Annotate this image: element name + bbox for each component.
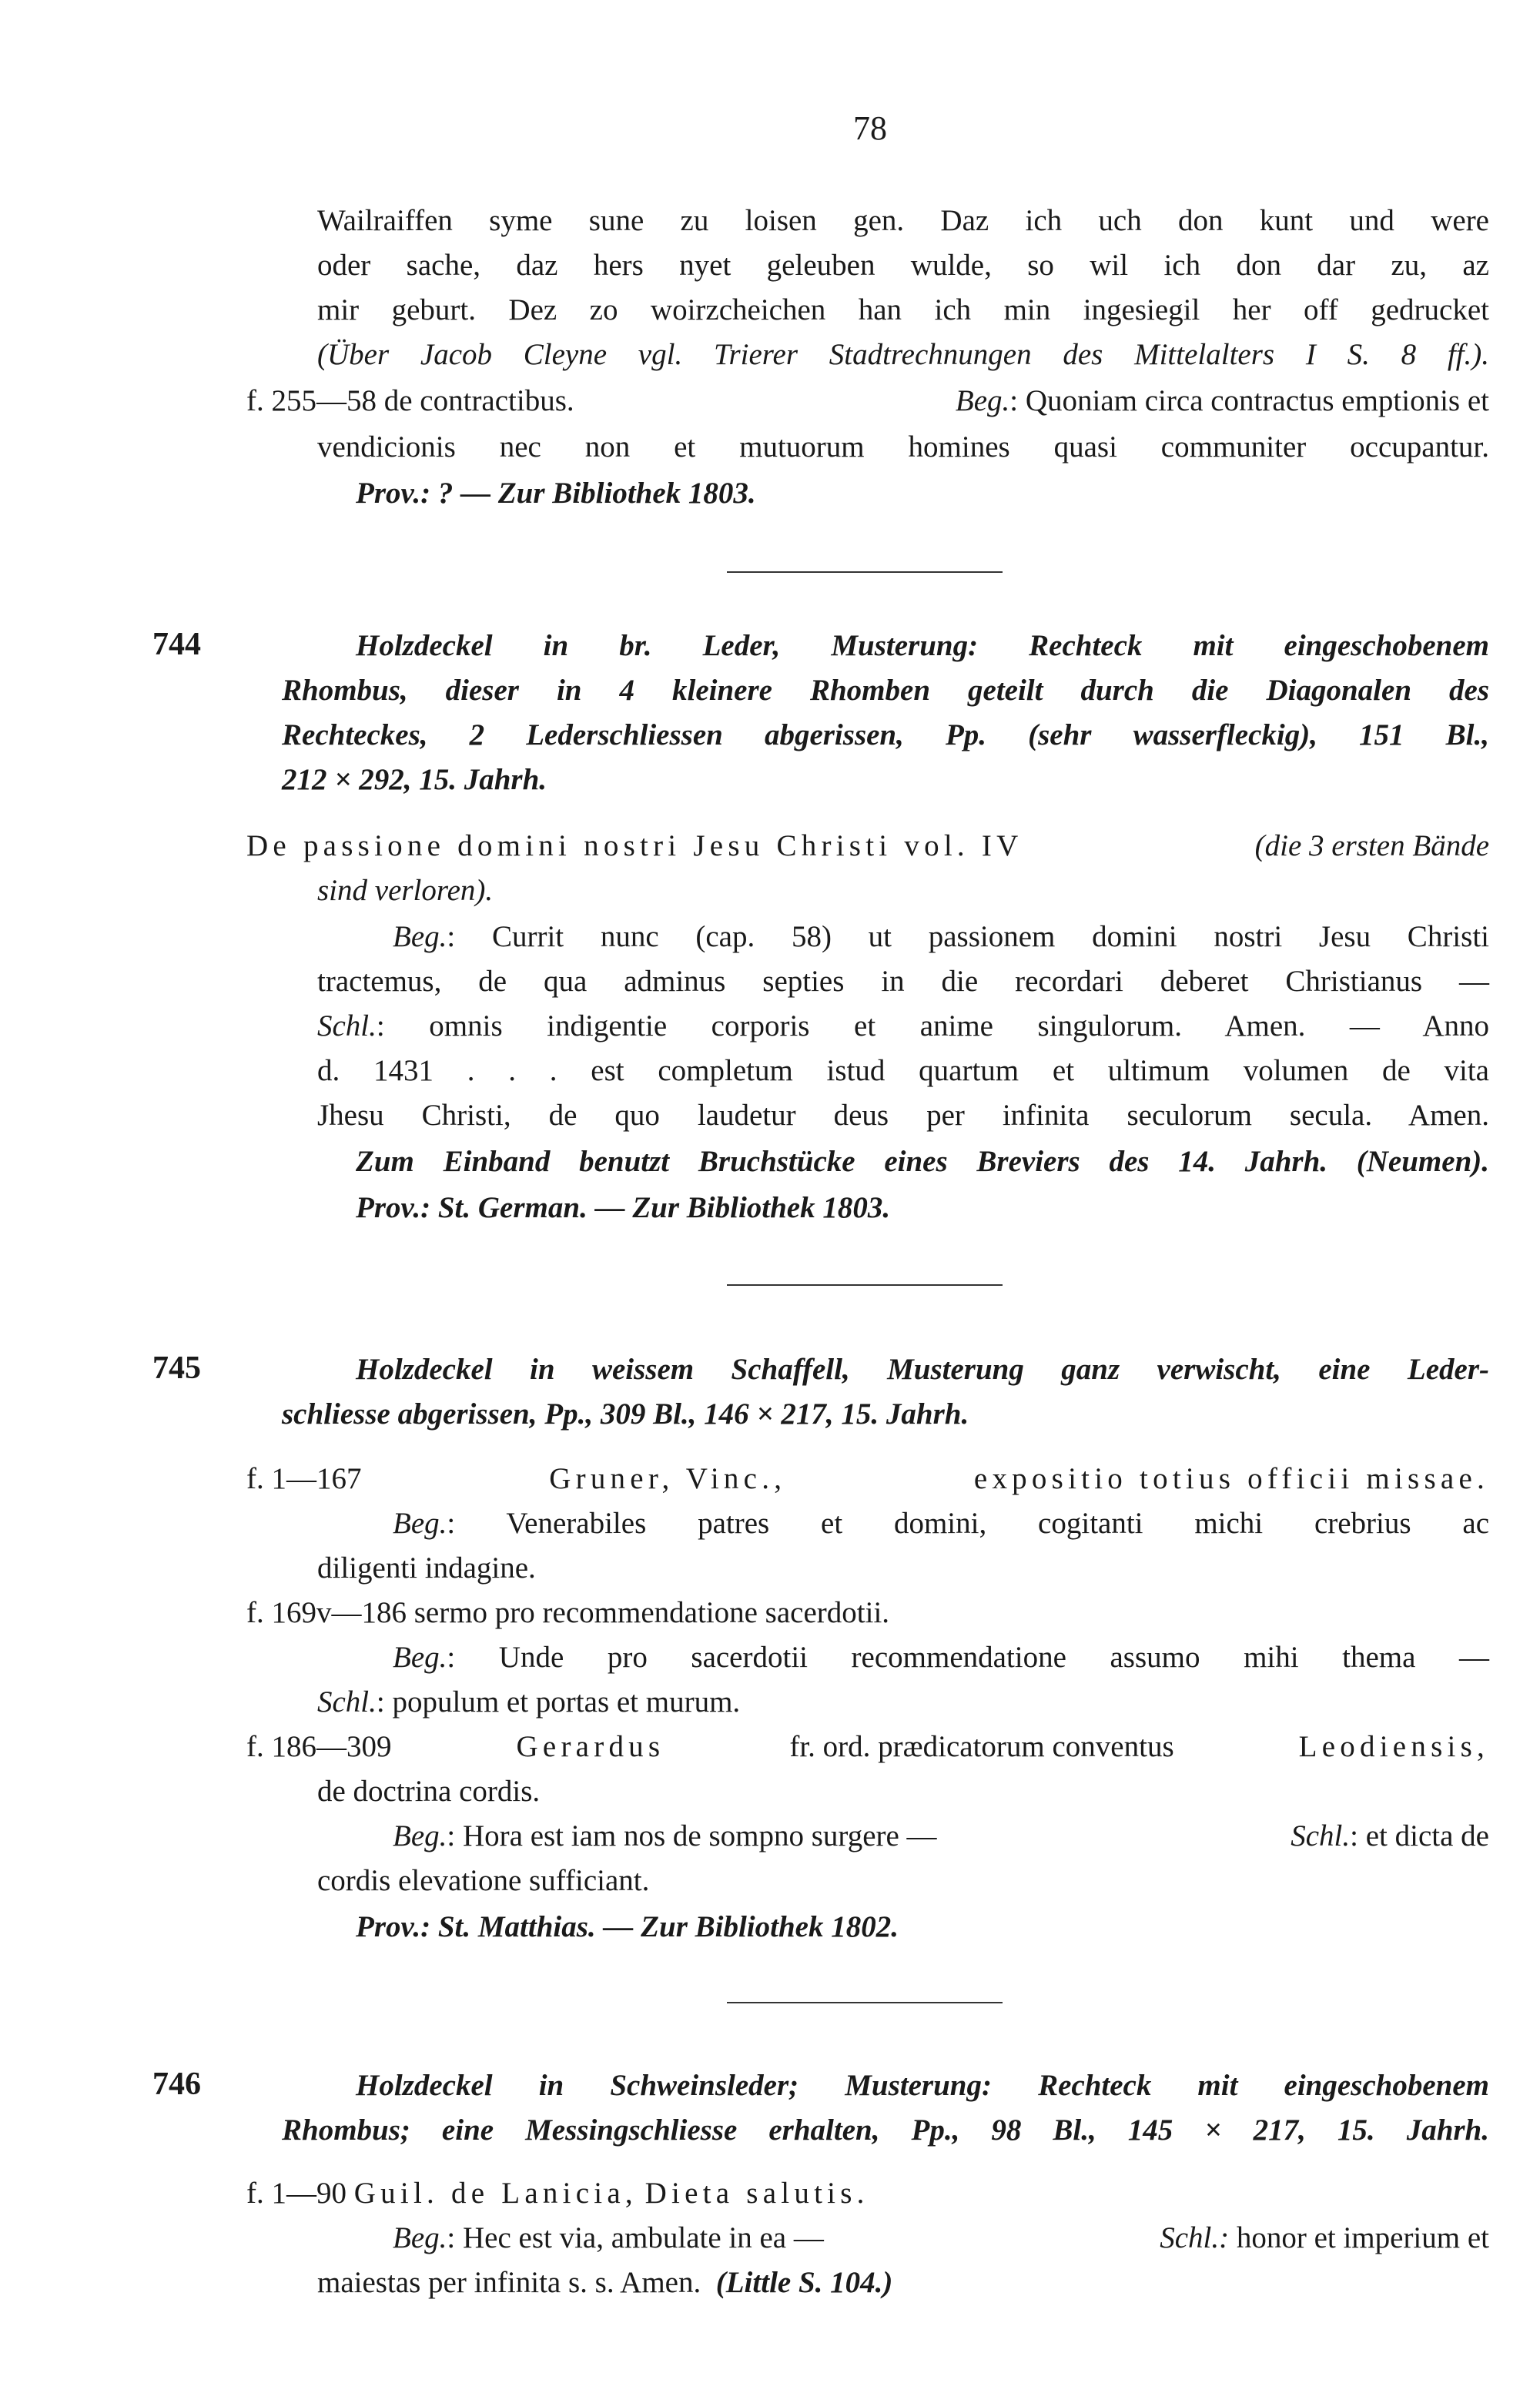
place-name: Leodiensis, xyxy=(1298,1730,1489,1763)
author-name: Gruner, Vinc., xyxy=(549,1462,787,1495)
explicit-text: maiestas per infinita s. s. Amen. xyxy=(317,2266,701,2299)
folio-range: f. 255—58 de contractibus. xyxy=(246,384,574,417)
text-line xyxy=(317,2261,892,2305)
binding-description: Holzdeckel in Schweinsleder; Musterung: Rechteck mit eingeschobenem xyxy=(356,2069,1489,2102)
text-line: Wailraiffen syme sune zu loisen gen. Daz ich uch don kunt und were xyxy=(317,204,1489,237)
title-note: sind verloren). xyxy=(317,874,494,907)
folio-range: f. 1—167 xyxy=(246,1462,362,1495)
schl-label: Schl.: xyxy=(1160,2221,1230,2254)
author-order: fr. ord. prædicatorum conventus xyxy=(789,1730,1174,1763)
binding-description: Holzdeckel in weissem Schaffell, Musterung ganz verwischt, eine Leder- xyxy=(356,1353,1489,1386)
explicit-text: : populum et portas et murum. xyxy=(376,1685,741,1719)
incipit-line xyxy=(393,1501,1489,1546)
text-line: (Über Jacob Cleyne vgl. Trierer Stadtrechnungen des Mittelalters I S. 8 ff.). xyxy=(317,338,1489,371)
text-line: diligenti indagine. xyxy=(317,1551,536,1585)
work-title-line xyxy=(246,824,1489,868)
schl-label: Schl. xyxy=(1291,1819,1351,1852)
page-number: 78 xyxy=(853,109,887,147)
separator-rule xyxy=(727,1284,1003,1286)
article-line xyxy=(246,1725,1489,1769)
binding-description: 212 × 292, 15. Jahrh. xyxy=(282,763,547,796)
folio-range: f. 186—309 xyxy=(246,1730,392,1763)
binding-description: schliesse abgerissen, Pp., 309 Bl., 146 × 217, 15. Jahrh. xyxy=(282,1397,969,1431)
reference-note: (Little S. 104.) xyxy=(715,2266,893,2299)
incipit-text: : Unde pro sacerdotii recommendatione assumo mihi thema — xyxy=(447,1641,1489,1674)
beg-label: Beg. xyxy=(955,384,1010,417)
text-line: mir geburt. Dez zo woirzcheichen han ich min ingesiegil her off gedrucket xyxy=(317,293,1489,326)
text-line: d. 1431 . . . est completum istud quartum et ultimum volumen de vita xyxy=(317,1054,1489,1087)
beg-label: Beg. xyxy=(393,2221,447,2254)
incipit-text: : Venerabiles patres et domini, cogitanti michi crebrius ac xyxy=(447,1507,1489,1540)
schl-label: Schl. xyxy=(317,1009,377,1043)
folio-range: f. 1—90 xyxy=(246,2177,346,2210)
binding-description: Rhombus, dieser in 4 kleinere Rhomben geteilt durch die Diagonalen des xyxy=(282,674,1489,707)
entry-number: 746 xyxy=(152,2067,201,2102)
author-name: Gerardus xyxy=(516,1730,665,1763)
article-line xyxy=(246,1591,889,1635)
article-title: de doctrina cordis. xyxy=(317,1775,541,1808)
text-line: tractemus, de qua adminus septies in die recordari deberet Christianus — xyxy=(317,965,1489,998)
provenance-line xyxy=(356,471,756,516)
separator-rule xyxy=(727,571,1003,573)
incipit-line xyxy=(393,1635,1489,1680)
explicit-text: honor et imperium et xyxy=(1236,2221,1489,2254)
work-title: De passione domini nostri Jesu Christi vol. IV xyxy=(246,829,1023,862)
article-title: sermo pro recommendatione sacerdotii. xyxy=(413,1596,890,1629)
text-line: vendicionis nec non et mutuorum homines quasi communiter occupantur. xyxy=(317,430,1489,464)
explicit-text: : omnis indigentie corporis et anime singulorum. Amen. — Anno xyxy=(376,1009,1489,1043)
text-line: Jhesu Christi, de quo laudetur deus per infinita seculorum secula. Amen. xyxy=(317,1099,1489,1132)
prov-label: Prov. xyxy=(356,1191,421,1224)
provenance-line xyxy=(356,1186,890,1230)
beg-label: Beg. xyxy=(393,1641,447,1674)
incipit-line xyxy=(393,1814,1489,1859)
separator-rule xyxy=(727,2002,1003,2003)
folio-line xyxy=(246,379,1489,423)
incipit-text: : Hora est iam nos de sompno surgere — xyxy=(447,1819,937,1852)
schl-label: Schl. xyxy=(317,1685,377,1719)
incipit-text: : Currit nunc (cap. 58) ut passionem domini nostri Jesu Christi xyxy=(447,920,1489,953)
explicit-line xyxy=(317,1680,740,1725)
article-line xyxy=(246,1457,1489,1501)
entry-number: 745 xyxy=(152,1350,201,1386)
beg-label: Beg. xyxy=(393,1507,447,1540)
prov-text: : ? — Zur Bibliothek 1803. xyxy=(420,477,756,510)
incipit-line xyxy=(393,2216,1489,2261)
binding-description: Rechteckes, 2 Lederschliessen abgerissen, Pp. (sehr wasserfleckig), 151 Bl., xyxy=(282,718,1489,751)
explicit-line xyxy=(317,1004,1489,1049)
title-note: (die 3 ersten Bände xyxy=(1254,829,1489,862)
author-name: Guil. de Lanicia, xyxy=(353,2177,638,2210)
beg-label: Beg. xyxy=(393,1819,447,1852)
note-line: Zum Einband benutzt Bruchstücke eines Breviers des 14. Jahrh. (Neumen). xyxy=(356,1145,1489,1178)
article-line xyxy=(246,2171,869,2216)
text-line: cordis elevatione sufficiant. xyxy=(317,1864,650,1897)
provenance-line: Prov.: St. Matthias. — Zur Bibliothek 1802. xyxy=(356,1910,899,1943)
incipit-text: : Hec est via, ambulate in ea — xyxy=(447,2221,824,2254)
incipit xyxy=(956,379,1489,423)
incipit-line xyxy=(393,915,1489,959)
article-title: Dieta salutis. xyxy=(644,2177,869,2210)
entry-number: 744 xyxy=(152,627,201,662)
article-title: expositio totius officii missae. xyxy=(973,1462,1489,1495)
folio-range: f. 169v—186 xyxy=(246,1596,407,1629)
text-line: oder sache, daz hers nyet geleuben wulde, so wil ich don dar zu, az xyxy=(317,249,1489,282)
binding-description: Rhombus; eine Messingschliesse erhalten, Pp., 98 Bl., 145 × 217, 15. Jahrh. xyxy=(282,2114,1489,2147)
explicit-text: : et dicta de xyxy=(1350,1819,1489,1852)
binding-description: Holzdeckel in br. Leder, Musterung: Rechteck mit eingeschobenem xyxy=(356,629,1489,662)
prov-text: : St. German. — Zur Bibliothek 1803. xyxy=(420,1191,891,1224)
incipit-text: : Quoniam circa contractus emptionis et xyxy=(1009,384,1489,417)
prov-label: Prov. xyxy=(356,477,421,510)
beg-label: Beg. xyxy=(393,920,447,953)
